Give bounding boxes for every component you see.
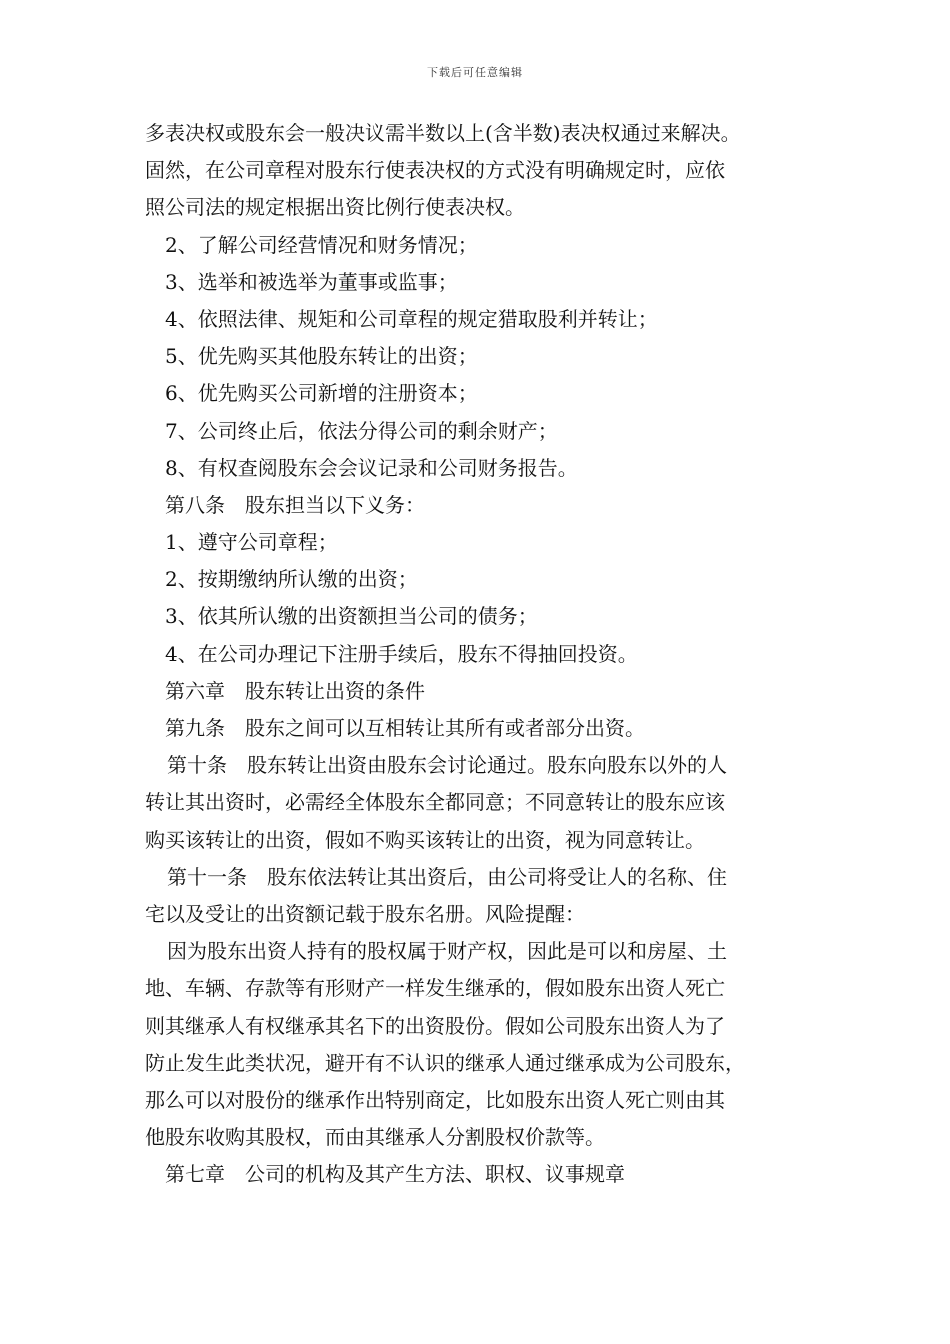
text-line: 则其继承人有权继承其名下的出资股份。假如公司股东出资人为了 (145, 1013, 725, 1038)
list-item: 6、优先购买公司新增的注册资本； (165, 381, 478, 406)
list-item: 5、优先购买其他股东转让的出资； (165, 344, 478, 369)
article-heading: 第九条 股东之间可以互相转让其所有或者部分出资。 (165, 716, 645, 740)
text-line: 购买该转让的出资，假如不购买该转让的出资，视为同意转让。 (145, 827, 705, 852)
list-item: 2、按期缴纳所认缴的出资； (165, 567, 418, 592)
risk-paragraph: 因为股东出资人持有的股权属于财产权，因此是可以和房屋、土 (167, 939, 727, 964)
list-item: 4、依照法律、规矩和公司章程的规定猎取股利并转让； (165, 306, 658, 331)
text-line: 固然，在公司章程对股东行使表决权的方式没有明确规定时，应依 (145, 158, 725, 183)
text-line: 地、车辆、存款等有形财产一样发生继承的，假如股东出资人死亡 (145, 976, 725, 1001)
list-item: 3、选举和被选举为董事或监事； (165, 269, 458, 294)
text-line: 他股东收购其股权，而由其继承人分割股权价款等。 (145, 1125, 605, 1150)
list-item: 1、遵守公司章程； (165, 530, 338, 555)
text-line: 防止发生此类状况，避开有不认识的继承人通过继承成为公司股东， (145, 1050, 745, 1075)
page-header: 下载后可任意编辑 (427, 66, 523, 79)
list-item: 4、在公司办理记下注册手续后，股东不得抽回投资。 (165, 641, 638, 666)
list-item: 8、有权查阅股东会会议记录和公司财务报告。 (165, 455, 578, 480)
article-heading: 第八条 股东担当以下义务： (165, 492, 425, 517)
text-line: 转让其出资时，必需经全体股东全都同意；不同意转让的股东应该 (145, 790, 725, 815)
text-line: 那么可以对股份的继承作出特别商定，比如股东出资人死亡则由其 (145, 1087, 725, 1112)
chapter-heading: 第七章 公司的机构及其产生方法、职权、议事规章 (165, 1162, 625, 1187)
list-item: 7、公司终止后，依法分得公司的剩余财产； (165, 418, 558, 443)
article-paragraph: 第十一条 股东依法转让其出资后，由公司将受让人的名称、住 (167, 864, 727, 889)
text-line: 照公司法的规定根据出资比例行使表决权。 (145, 195, 525, 220)
list-item: 2、了解公司经营情况和财务情况； (165, 232, 478, 257)
text-line: 宅以及受让的出资额记载于股东名册。风险提醒： (145, 901, 585, 926)
article-paragraph: 第十条 股东转让出资由股东会讨论通过。股东向股东以外的人 (167, 753, 727, 778)
text-line: 多表决权或股东会一般决议需半数以上(含半数)表决权通过来解决。 (145, 121, 741, 145)
list-item: 3、依其所认缴的出资额担当公司的债务； (165, 604, 538, 629)
chapter-heading: 第六章 股东转让出资的条件 (165, 678, 425, 703)
document-body (145, 115, 825, 1193)
